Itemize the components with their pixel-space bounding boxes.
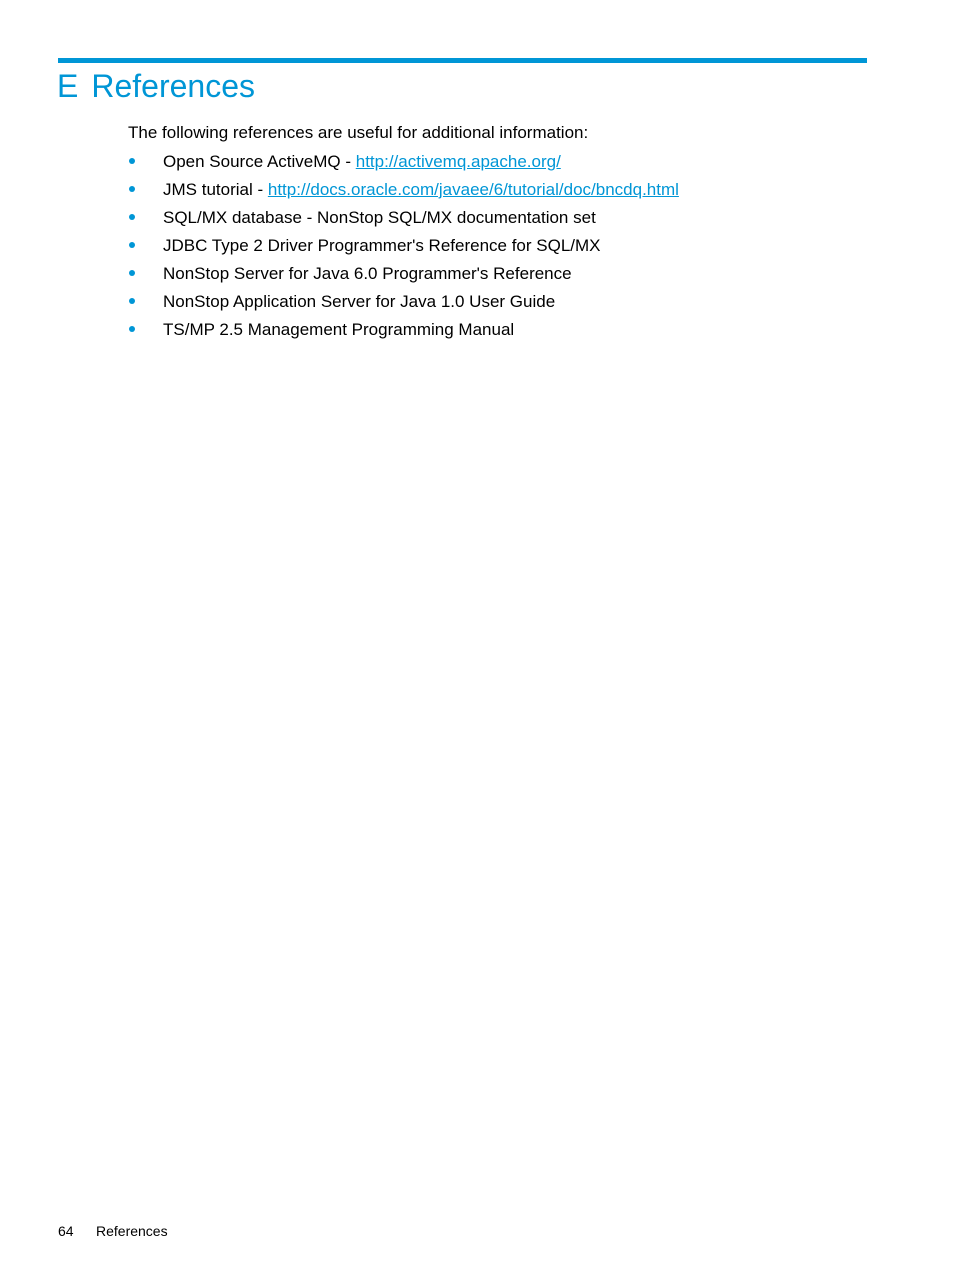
activemq-link[interactable]: http://activemq.apache.org/ <box>355 152 561 171</box>
reference-list <box>128 150 679 346</box>
chapter-rule <box>58 58 867 63</box>
bullet-icon <box>129 242 135 248</box>
footer-section: References <box>96 1223 168 1239</box>
bullet-icon <box>129 270 135 276</box>
chapter-letter: E <box>57 68 79 104</box>
bullet-icon <box>129 214 135 220</box>
list-item <box>128 290 679 318</box>
bullet-icon <box>129 186 135 192</box>
reference-text: Open Source ActiveMQ - <box>163 152 356 171</box>
reference-text: JMS tutorial - <box>163 180 268 199</box>
list-item <box>128 178 679 206</box>
intro-text: The following references are useful for additional information: <box>128 123 589 142</box>
reference-text: SQL/MX database - NonStop SQL/MX documentation set <box>163 208 596 227</box>
page-number: 64 <box>58 1223 74 1239</box>
list-item <box>128 234 679 262</box>
list-item <box>128 206 679 234</box>
page-title <box>57 64 255 108</box>
list-item <box>128 318 679 346</box>
reference-text: TS/MP 2.5 Management Programming Manual <box>163 320 515 339</box>
bullet-icon <box>129 326 135 332</box>
list-item <box>128 262 679 290</box>
page-footer <box>58 1221 168 1241</box>
jms-tutorial-link[interactable]: http://docs.oracle.com/javaee/6/tutorial/doc/bncdq.html <box>267 180 679 199</box>
bullet-icon <box>129 158 135 164</box>
list-item <box>128 150 679 178</box>
bullet-icon <box>129 298 135 304</box>
chapter-title-text: References <box>91 68 255 104</box>
reference-text: NonStop Application Server for Java 1.0 User Guide <box>163 292 556 311</box>
reference-text: JDBC Type 2 Driver Programmer's Reference for SQL/MX <box>163 236 601 255</box>
reference-text: NonStop Server for Java 6.0 Programmer's Reference <box>163 264 572 283</box>
